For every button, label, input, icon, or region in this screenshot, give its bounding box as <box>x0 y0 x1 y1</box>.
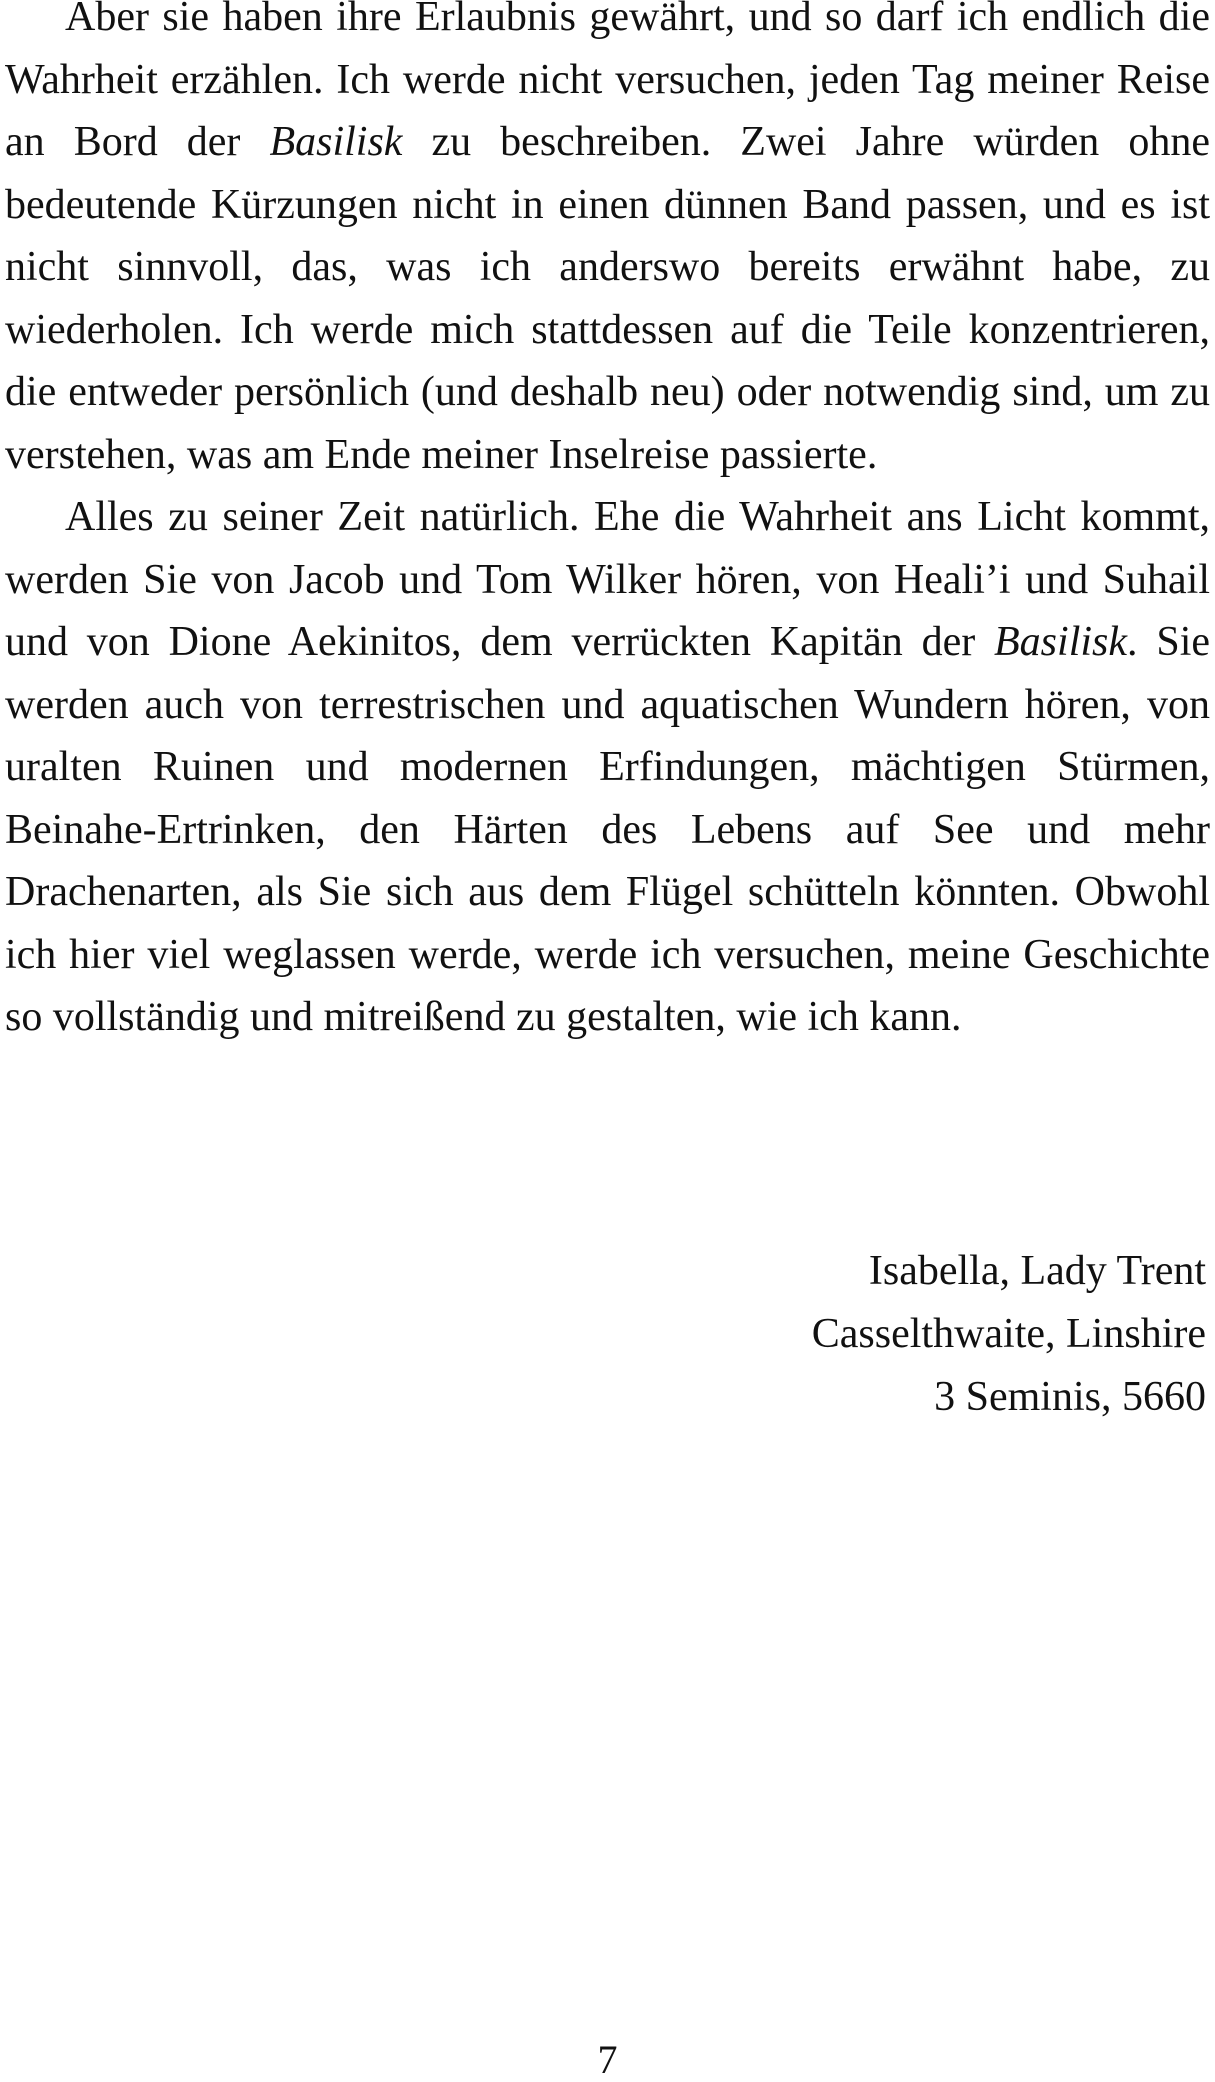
signature-date: 3 Seminis, 5660 <box>934 1374 1206 1420</box>
page-number: 7 <box>597 2037 618 2082</box>
body-text <box>5 0 1210 1049</box>
paragraph-1-text-2: zu beschreiben. Zwei Jahre würden ohne bedeutende Kürzungen nicht in einen dünnen Band passen, und es ist nicht sinnvoll, das, was ich anderswo bereits erwähnt habe, zu wiederholen. Ich werde mich stattdessen auf die Teile konzentrieren, die entweder persönlich (und deshalb neu) oder notwendig sind, um zu verstehen, was am Ende meiner Inselreise passierte. <box>5 119 1210 478</box>
paragraph-2-text-2: . Sie werden auch von terrestrischen und aquatischen Wundern hören, von uralten Ruinen und modernen Erfindungen, mächtigen Stürmen, Beinahe-Ertrinken, den Härten des Lebens auf See und mehr Drachenarten, als Sie sich aus dem Flügel schütteln könnten. Obwohl ich hier viel weglassen werde, werde ich versuchen, meine Geschichte so vollständig und mitreißend zu gestalten, wie ich kann. <box>5 619 1211 1040</box>
paragraph-1 <box>5 0 1210 486</box>
signature-place: Casselthwaite, Linshire <box>811 1311 1206 1357</box>
signature-block <box>812 1240 1206 1429</box>
paragraph-2-ship-name: Basilisk <box>994 619 1128 665</box>
paragraph-2-text-1: Alles zu seiner Zeit natürlich. Ehe die Wahrheit ans Licht kommt, werden Sie von Jacob und Tom Wilker hören, von Heali’i und Suhail und von Dione Aekinitos, dem verrückten Kapitän der <box>5 494 1210 665</box>
paragraph-1-text-1: Aber sie haben ihre Erlaubnis gewährt, und so darf ich endlich die Wahrheit erzählen. Ich werde nicht versuchen, jeden Tag meiner Reise an Bord der <box>5 0 1210 165</box>
signature-name: Isabella, Lady Trent <box>868 1248 1206 1294</box>
paragraph-1-ship-name: Basilisk <box>269 119 403 165</box>
paragraph-2 <box>5 486 1210 1049</box>
book-page <box>5 0 1211 2082</box>
